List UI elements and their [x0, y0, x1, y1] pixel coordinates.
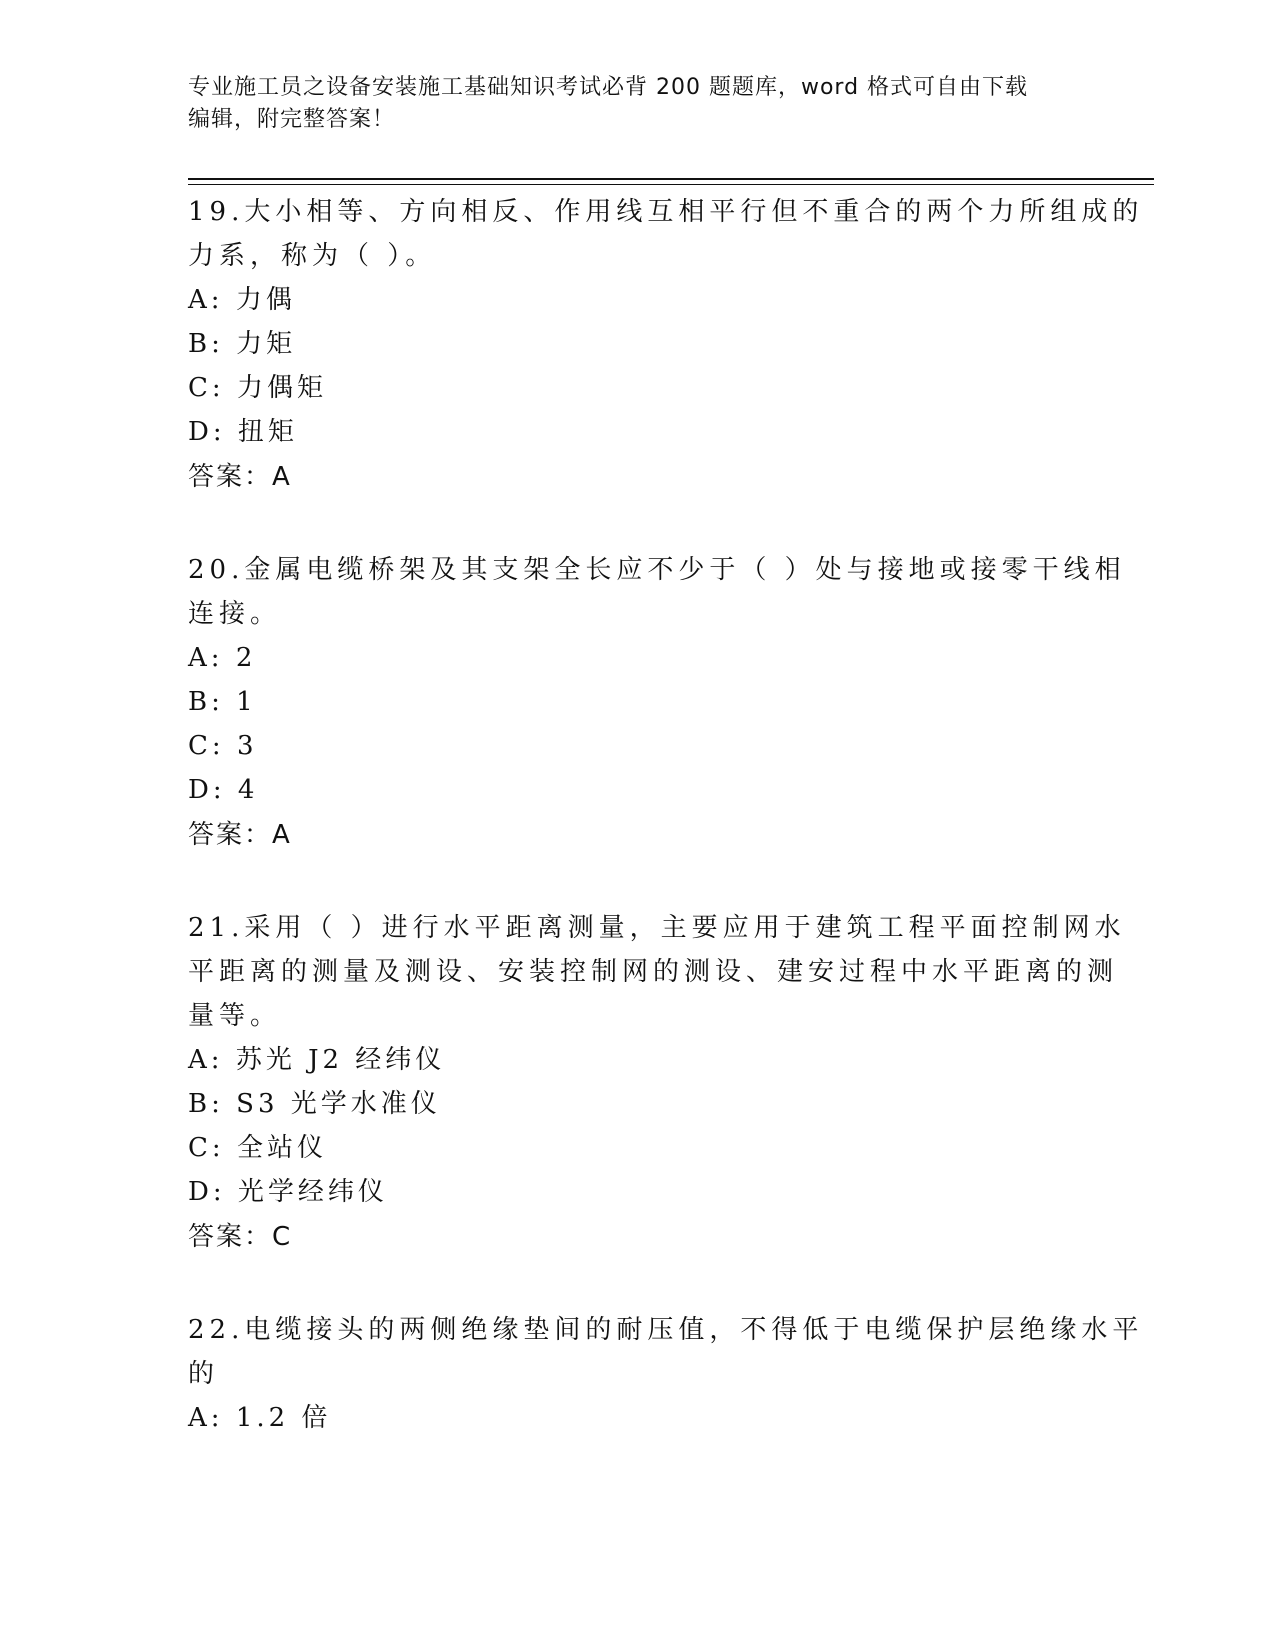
option-text: 3	[236, 731, 258, 761]
option-separator: :	[211, 329, 237, 359]
question-stem	[188, 190, 1144, 278]
option-text: 力矩	[236, 329, 297, 359]
option-text: 1	[236, 687, 257, 717]
option-separator: :	[212, 1177, 238, 1207]
question-stem-line: 力系，称为（ ）。	[188, 241, 437, 271]
question-block	[188, 548, 1126, 858]
header-line-2: 编辑，附完整答案！	[188, 107, 396, 132]
answer-key: 答案：A	[188, 820, 292, 850]
option-text: 1.2 倍	[235, 1403, 332, 1433]
question-stem	[188, 906, 1126, 1038]
answer-option	[188, 1082, 1088, 1126]
answer-option	[188, 366, 1088, 410]
option-text: 扭矩	[237, 417, 298, 447]
option-key: B	[188, 687, 212, 717]
question-stem-line: 19.大小相等、方向相反、作用线互相平行但不重合的两个力所组成的	[188, 197, 1144, 227]
question-block	[188, 1308, 1144, 1440]
option-key: B	[188, 329, 212, 359]
option-key: D	[188, 417, 213, 447]
option-text: 4	[237, 775, 259, 805]
option-key: C	[188, 731, 212, 761]
option-text: 光学经纬仪	[237, 1177, 388, 1207]
question-block	[188, 906, 1126, 1260]
header-divider-thick	[188, 178, 1154, 180]
answer-key: 答案：C	[188, 1222, 293, 1252]
document-header	[188, 72, 1078, 136]
answer-key: 答案：A	[188, 462, 292, 492]
option-text: 力偶矩	[236, 373, 327, 403]
option-separator: :	[211, 1133, 237, 1163]
option-key: C	[188, 373, 212, 403]
question-stem	[188, 1308, 1144, 1396]
option-separator: :	[211, 1089, 237, 1119]
question-stem-line: 连接。	[188, 599, 282, 629]
option-text: 2	[235, 643, 257, 673]
option-separator: :	[211, 731, 237, 761]
option-text: 苏光 J2 经纬仪	[235, 1045, 446, 1075]
answer-option	[188, 1038, 1088, 1082]
option-key: D	[188, 775, 213, 805]
question-stem	[188, 548, 1126, 636]
question-stem-line: 量等。	[188, 1001, 282, 1031]
header-divider-thin	[188, 184, 1154, 185]
option-separator: :	[210, 1045, 236, 1075]
option-text: S3 光学水准仪	[236, 1089, 441, 1119]
option-separator: :	[211, 373, 237, 403]
answer-option	[188, 768, 1088, 812]
question-stem-line: 21.采用（ ）进行水平距离测量，主要应用于建筑工程平面控制网水	[188, 913, 1126, 943]
question-list	[188, 190, 1144, 1488]
answer-option	[188, 278, 1088, 322]
option-key: C	[188, 1133, 212, 1163]
option-text: 全站仪	[236, 1133, 327, 1163]
option-key: D	[188, 1177, 213, 1207]
answer-option	[188, 410, 1088, 454]
option-separator: :	[210, 285, 236, 315]
option-separator: :	[212, 417, 238, 447]
option-key: B	[188, 1089, 212, 1119]
question-stem-line: 平距离的测量及测设、安装控制网的测设、建安过程中水平距离的测	[188, 957, 1119, 987]
option-separator: :	[210, 643, 236, 673]
header-line-1: 专业施工员之设备安装施工基础知识考试必背 200 题题库，word 格式可自由下载	[188, 75, 1029, 100]
option-separator: :	[210, 1403, 236, 1433]
question-stem-line: 22.电缆接头的两侧绝缘垫间的耐压值，不得低于电缆保护层绝缘水平	[188, 1315, 1144, 1345]
answer-option	[188, 1126, 1088, 1170]
option-key: A	[188, 1045, 211, 1075]
option-key: A	[188, 643, 211, 673]
answer-option	[188, 636, 1088, 680]
question-stem-line: 的	[188, 1359, 220, 1389]
option-text: 力偶	[235, 285, 296, 315]
option-key: A	[188, 1403, 211, 1433]
question-stem-line: 20.金属电缆桥架及其支架全长应不少于（ ）处与接地或接零干线相	[188, 555, 1126, 585]
option-separator: :	[212, 775, 238, 805]
answer-option	[188, 1396, 1088, 1440]
answer-option	[188, 724, 1088, 768]
answer-option	[188, 322, 1088, 366]
option-separator: :	[211, 687, 237, 717]
answer-option	[188, 1170, 1088, 1214]
option-key: A	[188, 285, 211, 315]
question-block	[188, 190, 1144, 500]
answer-option	[188, 680, 1088, 724]
